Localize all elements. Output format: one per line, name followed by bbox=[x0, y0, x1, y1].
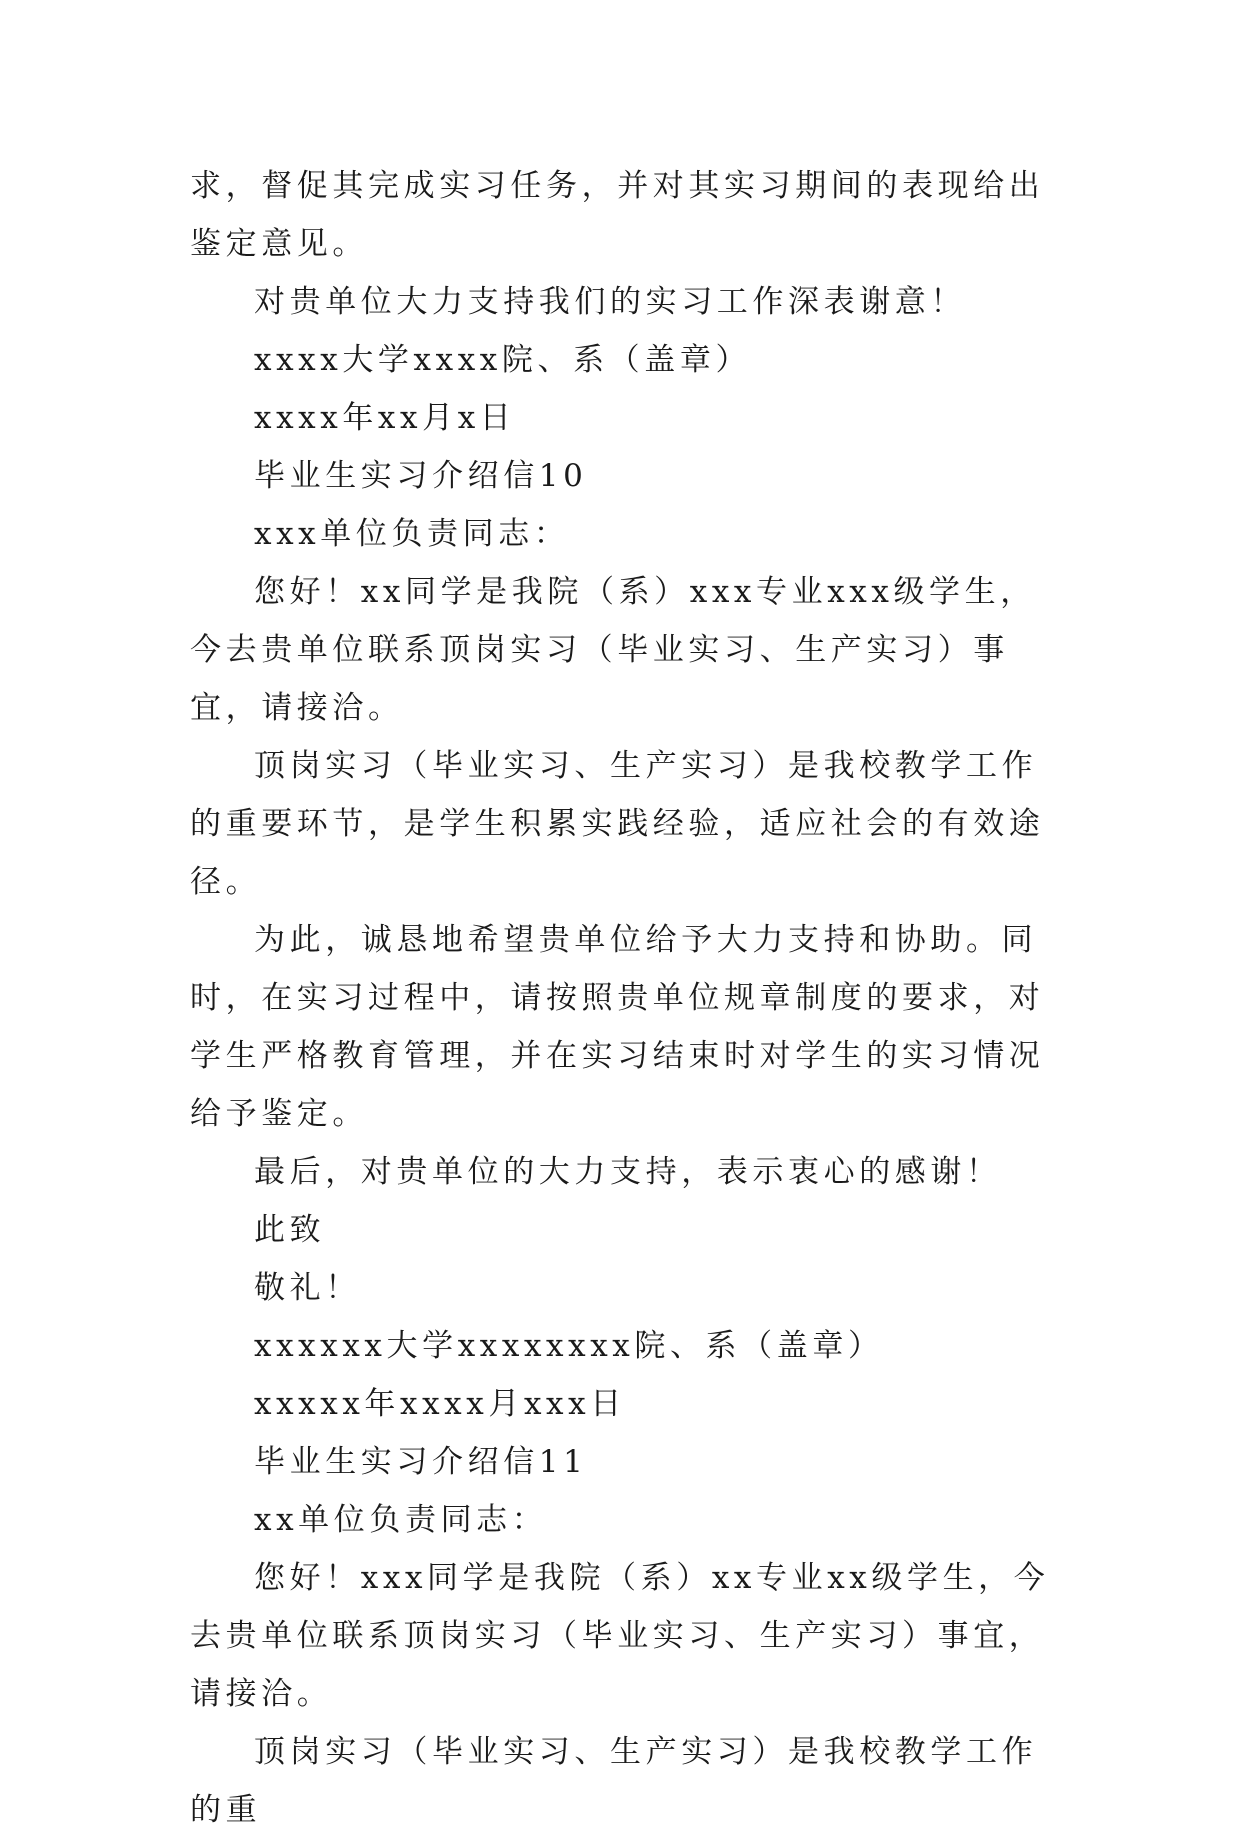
paragraph-4: xxxx年xx月x日 bbox=[254, 400, 516, 436]
paragraph-18: 顶岗实习（毕业实习、生产实习）是我校教学工作的重 bbox=[190, 1734, 1038, 1828]
paragraph-2: 对贵单位大力支持我们的实习工作深表谢意！ bbox=[254, 284, 966, 320]
paragraph-14: xxxxx年xxxx月xxx日 bbox=[254, 1386, 626, 1422]
paragraph-6: xxx单位负责同志： bbox=[254, 516, 570, 552]
paragraph-9: 为此，诚恳地希望贵单位给予大力支持和协助。同时，在实习过程中，请按照贵单位规章制度的要求，对学生严格教育管理，并在实习结束时对学生的实习情况给予鉴定。 bbox=[190, 922, 1045, 1132]
paragraph-10: 最后，对贵单位的大力支持，表示衷心的感谢！ bbox=[254, 1154, 1002, 1190]
paragraph-7: 您好！xx同学是我院（系）xxx专业xxx级学生，今去贵单位联系顶岗实习（毕业实习、生产实习）事宜，请接洽。 bbox=[190, 574, 1036, 726]
paragraph-1: 求，督促其完成实习任务，并对其实习期间的表现给出鉴定意见。 bbox=[190, 168, 1045, 262]
paragraph-3: xxxx大学xxxx院、系（盖章） bbox=[254, 342, 752, 378]
paragraph-5: 毕业生实习介绍信10 bbox=[254, 458, 588, 494]
paragraph-13: xxxxxx大学xxxxxxxx院、系（盖章） bbox=[254, 1328, 884, 1364]
paragraph-17: 您好！xxx同学是我院（系）xx专业xx级学生，今去贵单位联系顶岗实习（毕业实习、生产实习）事宜，请接洽。 bbox=[190, 1560, 1050, 1712]
paragraph-11: 此致 bbox=[254, 1212, 326, 1248]
paragraph-12: 敬礼！ bbox=[254, 1270, 361, 1306]
paragraph-15: 毕业生实习介绍信11 bbox=[254, 1444, 588, 1480]
paragraph-8: 顶岗实习（毕业实习、生产实习）是我校教学工作的重要环节，是学生积累实践经验，适应社会的有效途径。 bbox=[190, 748, 1045, 900]
document-body bbox=[190, 157, 1052, 1839]
paragraph-16: xx单位负责同志： bbox=[254, 1502, 548, 1538]
